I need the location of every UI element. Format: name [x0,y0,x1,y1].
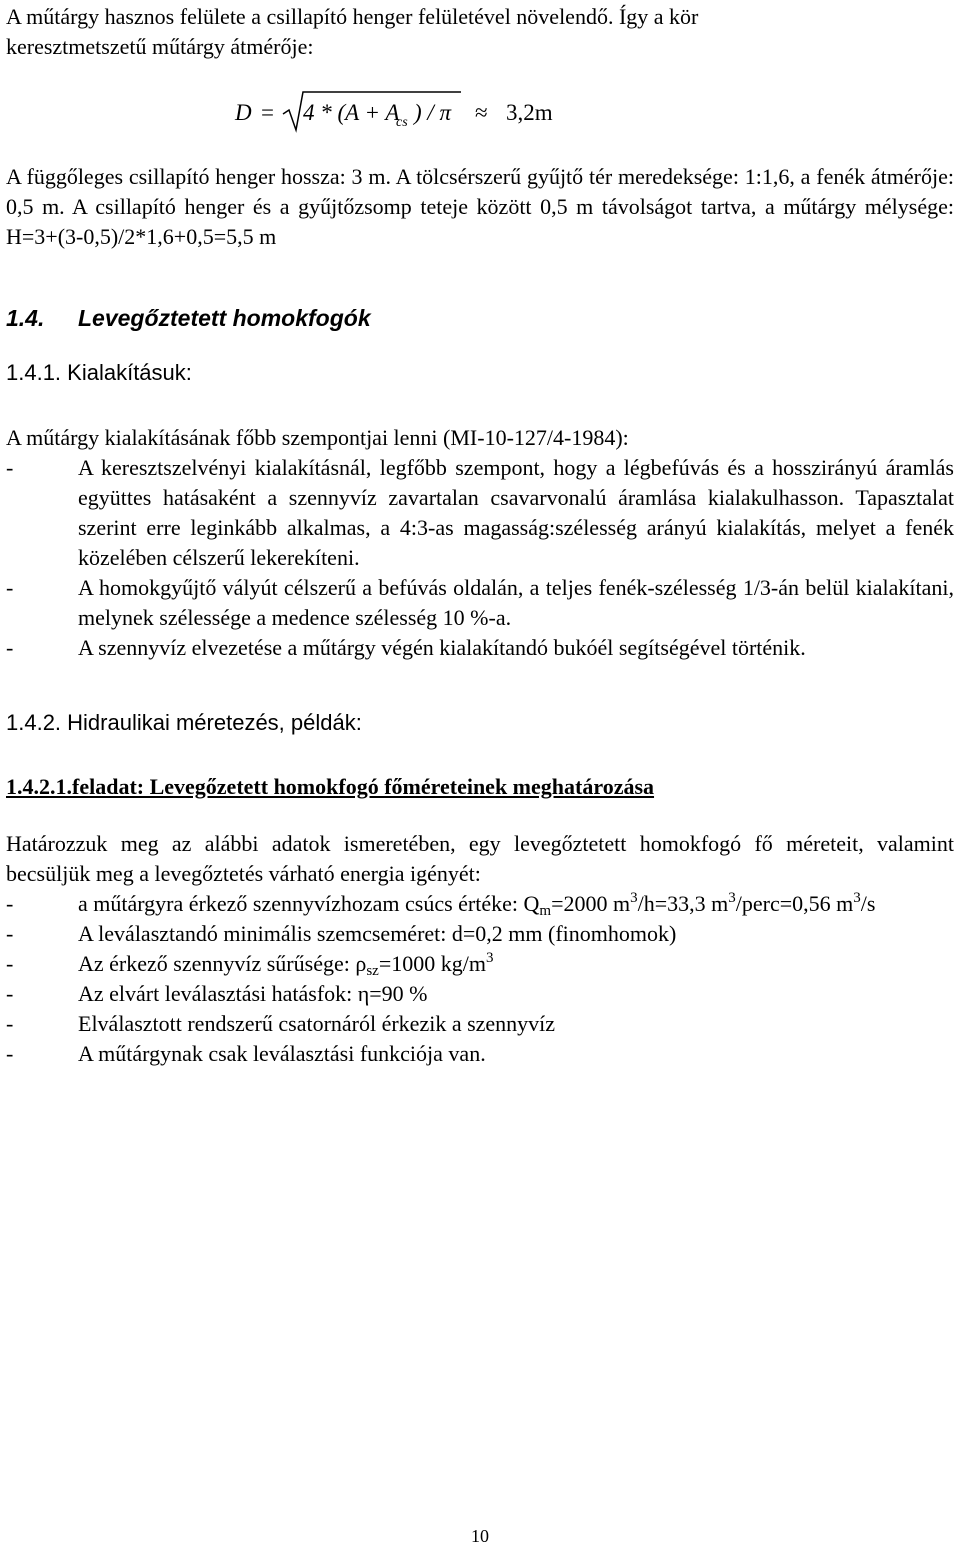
section-heading [6,303,954,333]
section-title: Levegőztetett homokfogók [78,305,371,331]
list-dash: - [6,455,14,480]
list-item-text: Elválasztott rendszerű csatornáról érkezik a szennyvíz [78,1011,556,1036]
list-item [6,633,954,663]
list-dash: - [6,951,14,976]
intro-line-1: A műtárgy hasznos felülete a csillapító henger felületével növelendő. Így a kör [6,4,699,29]
density-label: Az érkező szennyvíz sűrűsége: ρ [78,951,367,976]
flow-unit: /s [860,891,876,916]
page-number: 10 [471,1526,489,1546]
list-item [6,979,954,1009]
flow-value-2: /h=33,3 m [637,891,729,916]
list-item [6,889,954,919]
list-item [6,453,954,573]
flow-exp-3: 3 [853,890,861,906]
density-value: =1000 kg/m [378,951,486,976]
flow-subscript: m [539,903,552,919]
formula-approx: ≈ [475,100,488,125]
list-item-text: A műtárgynak csak leválasztási funkciója van. [78,1041,486,1066]
formula-subscript: cs [396,115,408,130]
flow-exp-2: 3 [728,890,736,906]
list-item [6,573,954,633]
list-item-text [78,949,954,979]
list-item-text: Az elvárt leválasztási hatásfok: η=90 % [78,981,428,1006]
formula-body: 4 * (A + A [303,100,400,125]
diameter-formula [233,88,573,140]
list-dash: - [6,891,14,916]
list-item-text [78,889,954,919]
list-item-text: A szennyvíz elvezetése a műtárgy végén kialakítandó bukóél segítségével történik. [78,635,806,660]
list-item [6,1009,954,1039]
subsection-heading-2: 1.4.2. Hidraulikai méretezés, példák: [6,710,362,735]
list-dash: - [6,921,14,946]
geometry-paragraph: A függőleges csillapító henger hossza: 3 m. A tölcsérszerű gyűjtő tér meredeksége: 1:1,6, a fenék átmérője: 0,5 m. A csillapító henger és a gyűjtőzsomp teteje között 0,5 m távolságot tartva, a műtárgy mélysége: H=3+(3-0,5)/2*1,6+0,5=5,5 m [6,164,954,249]
design-criteria [6,423,954,663]
intro-paragraph [6,2,954,62]
design-intro: A műtárgy kialakításának főbb szempontjai lenni (MI-10-127/4-1984): [6,425,629,450]
list-dash: - [6,635,14,660]
flow-exp-1: 3 [630,890,638,906]
list-dash: - [6,1011,14,1036]
subsection-heading-1: 1.4.1. Kialakításuk: [6,360,192,385]
list-item [6,919,954,949]
list-dash: - [6,981,14,1006]
task-prefix: 1.4.2.1. [6,774,72,799]
task-heading [6,772,954,802]
task-intro: Határozzuk meg az alábbi adatok ismeretében, egy levegőztetett homokfogó fő méreteit, valamint becsüljük meg a levegőztetés várható energia igényét: [6,831,954,886]
task-title: feladat: Levegőzetett homokfogó főméreteinek meghatározása [72,774,655,799]
list-dash: - [6,1041,14,1066]
list-item-text: A keresztszelvényi kialakításnál, legfőbb szempont, hogy a légbefúvás és a hosszirányú áramlás együttes hatásaként a szennyvíz zavartalan csavarvonalú áramlása kialakulhasson. Tapasztalat szerint erre leginkább alkalmas, a 4:3-as magasság:szélesség arányú kialakítás, melyet a fenék közelében célszerű lekerekíteni. [78,455,954,570]
list-item-text: A leválasztandó minimális szemcseméret: d=0,2 mm (finomhomok) [78,921,677,946]
section-number: 1.4. [6,305,45,331]
list-item [6,1039,954,1069]
flow-value-3: /perc=0,56 m [735,891,854,916]
list-item [6,949,954,979]
task-body [6,829,954,1069]
formula-tail: ) / π [414,100,452,125]
flow-label: a műtárgyra érkező szennyvízhozam csúcs értéke: Q [78,891,540,916]
formula-equals: = [261,100,274,125]
list-dash: - [6,575,14,600]
flow-value-1: =2000 m [551,891,631,916]
list-item-text: A homokgyűjtő vályút célszerű a befúvás oldalán, a teljes fenék-szélesség 1/3-án belül kialakítani, melynek szélessége a medence szélesség 10 %-a. [78,575,954,630]
formula-lhs: D [235,100,252,125]
intro-line-2: keresztmetszetű műtárgy átmérője: [6,34,314,59]
formula-result: 3,2m [506,100,553,125]
density-subscript: sz [366,963,379,979]
density-exp: 3 [485,950,494,966]
